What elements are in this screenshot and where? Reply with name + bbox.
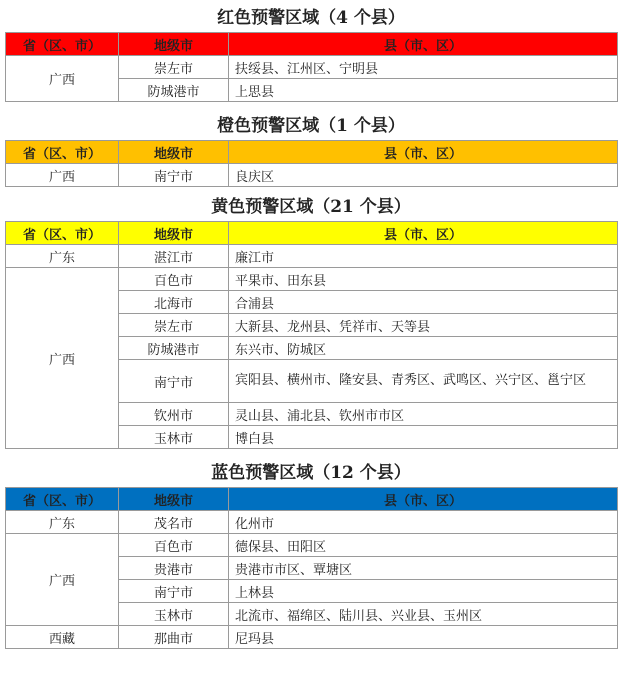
city-cell: 贵港市: [119, 557, 229, 580]
table-header-row: [6, 33, 618, 56]
header-city: 地级市: [119, 222, 229, 245]
table-row: [6, 626, 618, 649]
red-warning-table: [5, 32, 618, 102]
province-cell: 广西: [6, 534, 119, 626]
city-cell: 百色市: [119, 268, 229, 291]
table-row: [6, 164, 618, 187]
province-cell: 广东: [6, 511, 119, 534]
blue-warning-section: [0, 459, 622, 649]
table-header-row: [6, 141, 618, 164]
province-cell: 广西: [6, 164, 119, 187]
county-cell: 德保县、田阳区: [229, 534, 618, 557]
county-cell: 廉江市: [229, 245, 618, 268]
header-county: 县（市、区）: [229, 141, 618, 164]
county-cell: 平果市、田东县: [229, 268, 618, 291]
city-cell: 防城港市: [119, 79, 229, 102]
table-row: [6, 511, 618, 534]
province-cell: 广西: [6, 56, 119, 102]
city-cell: 南宁市: [119, 164, 229, 187]
header-province: 省（区、市）: [6, 141, 119, 164]
county-cell: 北流市、福绵区、陆川县、兴业县、玉州区: [229, 603, 618, 626]
city-cell: 湛江市: [119, 245, 229, 268]
blue-section-title: 蓝色预警区域（12 个县）: [211, 463, 411, 483]
table-row: [6, 268, 618, 291]
city-cell: 百色市: [119, 534, 229, 557]
header-province: 省（区、市）: [6, 222, 119, 245]
city-cell: 钦州市: [119, 403, 229, 426]
county-cell: 博白县: [229, 426, 618, 449]
county-cell: 东兴市、防城区: [229, 337, 618, 360]
county-cell: 良庆区: [229, 164, 618, 187]
city-cell: 南宁市: [119, 580, 229, 603]
city-cell: 崇左市: [119, 314, 229, 337]
orange-warning-section: [0, 112, 622, 187]
county-cell: 尼玛县: [229, 626, 618, 649]
city-cell: 北海市: [119, 291, 229, 314]
province-cell: 西藏: [6, 626, 119, 649]
yellow-warning-table: [5, 221, 618, 449]
county-cell: 合浦县: [229, 291, 618, 314]
orange-warning-table: [5, 140, 618, 187]
header-county: 县（市、区）: [229, 488, 618, 511]
province-cell: 广西: [6, 268, 119, 449]
county-cell: 化州市: [229, 511, 618, 534]
county-cell: 灵山县、浦北县、钦州市市区: [229, 403, 618, 426]
table-row: [6, 56, 618, 79]
header-county: 县（市、区）: [229, 33, 618, 56]
header-province: 省（区、市）: [6, 488, 119, 511]
city-cell: 崇左市: [119, 56, 229, 79]
city-cell: 防城港市: [119, 337, 229, 360]
red-warning-section: [0, 4, 622, 102]
city-cell: 玉林市: [119, 426, 229, 449]
blue-warning-table: [5, 487, 618, 649]
orange-section-title: 橙色预警区域（1 个县）: [217, 116, 405, 136]
city-cell: 南宁市: [119, 360, 229, 403]
table-row: [6, 245, 618, 268]
county-cell: 宾阳县、横州市、隆安县、青秀区、武鸣区、兴宁区、邕宁区: [229, 360, 618, 403]
city-cell: 茂名市: [119, 511, 229, 534]
county-cell: 大新县、龙州县、凭祥市、天等县: [229, 314, 618, 337]
table-header-row: [6, 222, 618, 245]
header-county: 县（市、区）: [229, 222, 618, 245]
table-header-row: [6, 488, 618, 511]
county-cell: 上思县: [229, 79, 618, 102]
header-city: 地级市: [119, 33, 229, 56]
county-cell: 上林县: [229, 580, 618, 603]
header-province: 省（区、市）: [6, 33, 119, 56]
county-cell: 贵港市市区、覃塘区: [229, 557, 618, 580]
header-city: 地级市: [119, 141, 229, 164]
header-city: 地级市: [119, 488, 229, 511]
city-cell: 那曲市: [119, 626, 229, 649]
county-cell: 扶绥县、江州区、宁明县: [229, 56, 618, 79]
red-section-title: 红色预警区域（4 个县）: [217, 8, 405, 28]
city-cell: 玉林市: [119, 603, 229, 626]
table-row: [6, 534, 618, 557]
province-cell: 广东: [6, 245, 119, 268]
yellow-section-title: 黄色预警区域（21 个县）: [211, 197, 411, 217]
yellow-warning-section: [0, 193, 622, 449]
